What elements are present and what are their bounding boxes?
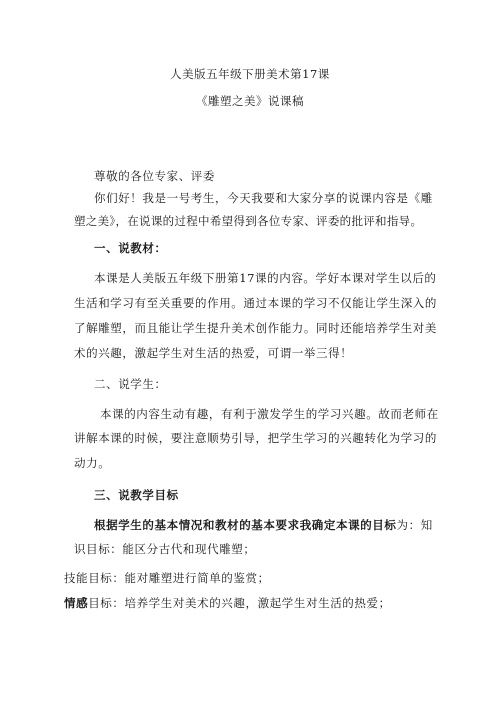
section1-line-4: 术的兴趣，激起学生对生活的热爱，可谓一举三得！ (74, 346, 353, 360)
intro-line-1: 你们好！我是一号考生，今天我要和大家分享的说课内容是《雕 (94, 191, 433, 205)
section1-line-2: 生活和学习有至关重要的作用。通过本课的学习不仅能让学生深入的 (74, 296, 437, 310)
skill-goal: 技能目标：能对雕塑进行简单的鉴赏； (64, 571, 270, 585)
emotion-goal-text: 目标：培养学生对美术的兴趣，激起学生对生活的热爱； (88, 596, 391, 610)
intro-line-2: 塑之美》，在说课的过程中希望得到各位专家、评委的批评和指导。 (74, 214, 423, 228)
section1-line-1: 本课是人美版五年级下册第17课的内容。学好本课对学生以后的 (94, 271, 437, 285)
doc-title-line1: 人美版五年级下册美术第17课 (170, 67, 330, 81)
knowledge-goal: 识目标：能区分古代和现代雕塑； (74, 542, 256, 556)
section2-line-2: 讲解本课的时候，要注意顺势引导，把学生学习的兴趣转化为学习的 (74, 431, 437, 445)
section3-intro-rest: 为：知 (396, 518, 433, 532)
section2-heading: 二、说学生： (94, 377, 167, 391)
section2-line-1: 本课的内容生动有趣，有利于激发学生的学习兴趣。故而老师在 (100, 407, 439, 421)
section2-line-3: 动力。 (74, 456, 111, 470)
section3-intro-bold: 根据学生的基本情况和教材的基本要求我确定本课的目标 (94, 518, 397, 532)
emotion-goal-label: 情感 (64, 596, 89, 610)
greeting: 尊敬的各位专家、评委 (94, 169, 215, 183)
section3-intro (94, 517, 433, 533)
section1-line-3: 了解雕塑，而且能让学生提升美术创作能力。同时还能培养学生对美 (74, 321, 437, 335)
section1-heading: 一、说教材： (94, 241, 167, 255)
doc-title-line2: 《雕塑之美》说课稿 (196, 94, 304, 108)
emotion-goal (64, 595, 391, 611)
section3-heading: 三、说教学目标 (94, 488, 179, 502)
